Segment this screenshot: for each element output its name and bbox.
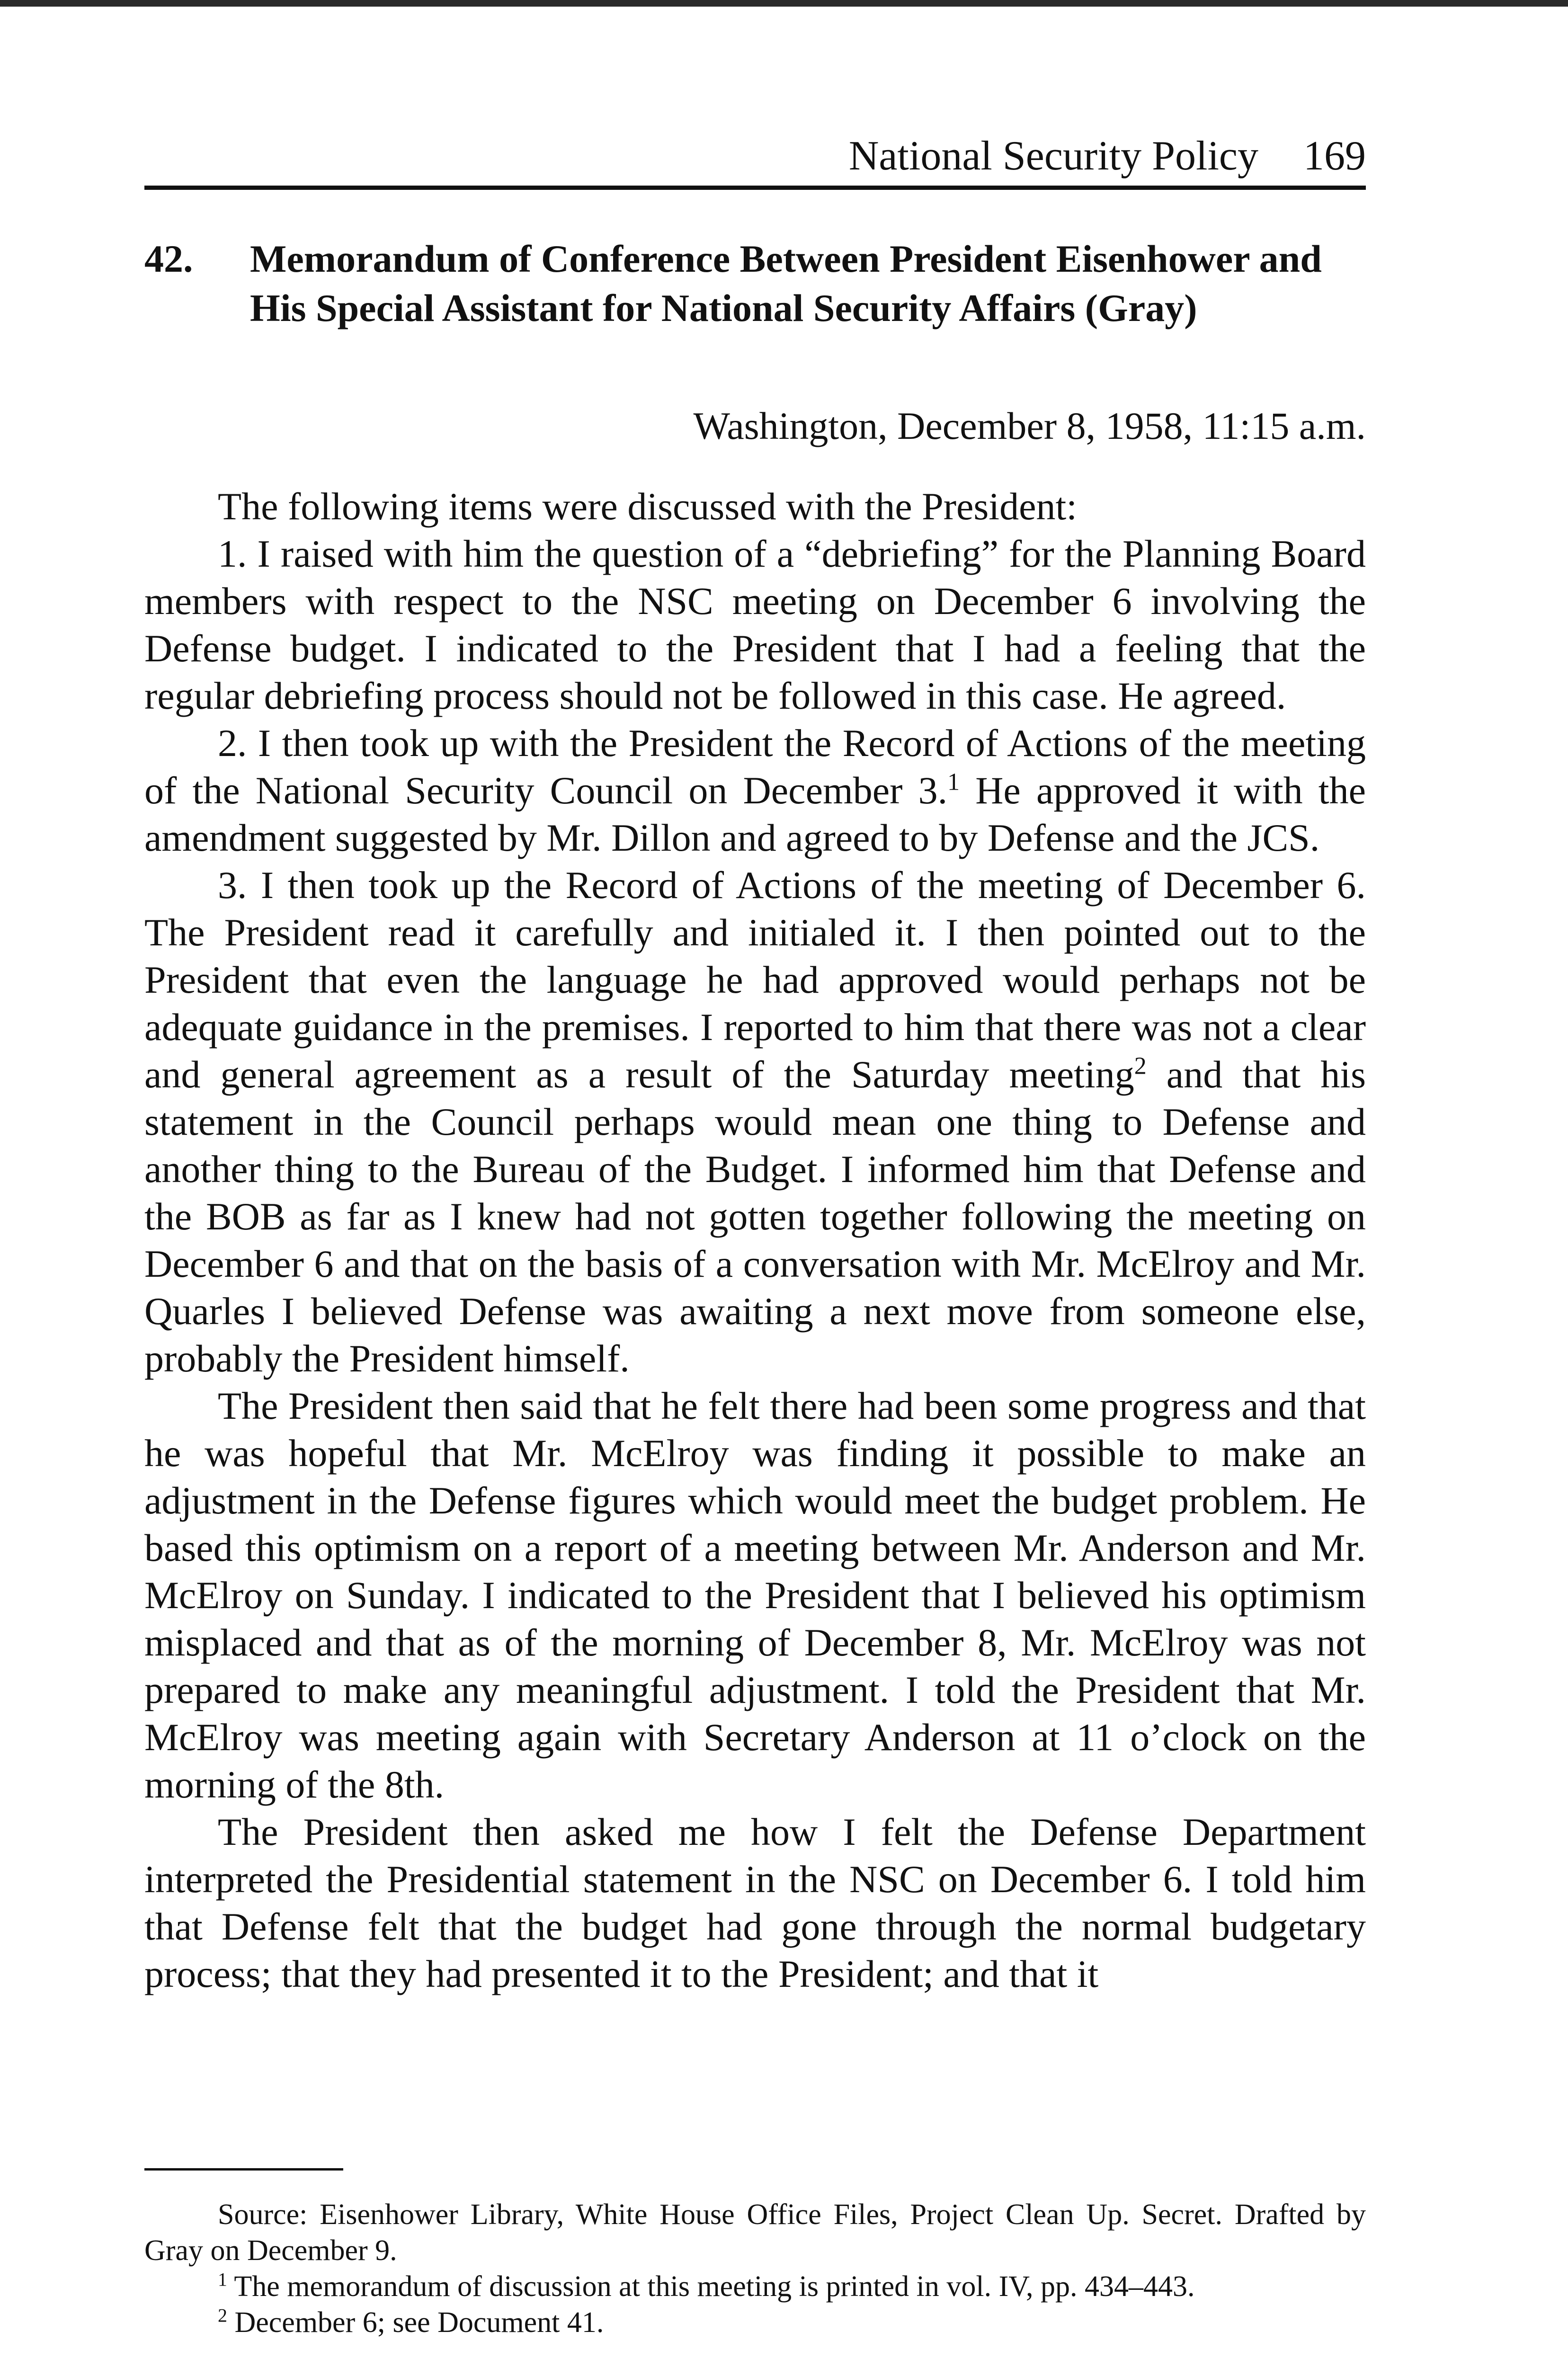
dateline: Washington, December 8, 1958, 11:15 a.m.	[693, 404, 1366, 447]
paragraph-5: The President then said that he felt there had been some progress and that he was hopeful that Mr. McElroy was finding it possible to make an adjustment in the Defense figures which would meet the budget problem. He based this optimism on a report of a meeting between Mr. Anderson and Mr. McElroy on Sunday. I indicated to the President that I believed his optimism misplaced and that as of the morning of December 8, Mr. McElroy was not prepared to make any meaningful adjustment. I told the President that Mr. McElroy was meeting again with Secretary Anderson at 11 o’clock on the morning of the 8th.	[144, 1384, 1366, 1806]
running-head-title: National Security Policy	[848, 133, 1258, 179]
footnote-rule	[144, 2168, 343, 2171]
paragraph-item-3-text-a: 3. I then took up the Record of Actions of the meeting of December 6. The President read it carefully and initialed it. I then pointed out to the President that even the language he had approved would perhaps not be adequate guidance in the premises. I reported to him that there was not a clear and general agreement as a result of the Saturday meeting	[144, 863, 1366, 1096]
document-number: 42.	[144, 237, 193, 280]
footnote-2	[144, 2305, 1366, 2340]
footnote-2-marker: 2	[218, 2305, 227, 2326]
memorandum-body	[144, 483, 1366, 1998]
document-title: Memorandum of Conference Between President Eisenhower and His Special Assistant for National Security Affairs (Gray)	[250, 237, 1322, 329]
paragraph-6: The President then asked me how I felt the Defense Department interpreted the Presidential statement in the NSC on December 6. I told him that Defense felt that the budget had gone through the normal budgetary process; that they had presented it to the President; and that it	[144, 1810, 1366, 1995]
paragraph-item-2-text-a: 2. I then took up with the President the Record of Actions of the meeting of the National Security Council on December 3.	[144, 721, 1366, 812]
header-rule	[144, 186, 1366, 190]
paragraph-item-1: 1. I raised with him the question of a “debriefing” for the Planning Board members with respect to the NSC meeting on December 6 involving the Defense budget. I indicated to the President that I had a feeling that the regular debriefing process should not be followed in this case. He agreed.	[144, 532, 1366, 717]
page-number: 169	[1303, 133, 1366, 179]
paragraph-item-2	[144, 720, 1366, 862]
footnote-1-text: The memorandum of discussion at this meeting is printed in vol. IV, pp. 434–443.	[227, 2270, 1195, 2303]
footnote-source: Source: Eisenhower Library, White House Office Files, Project Clean Up. Secret. Drafted by Gray on December 9.	[144, 2198, 1366, 2267]
footnote-1-marker: 1	[218, 2269, 227, 2290]
page-top-edge	[0, 0, 1568, 7]
footnotes	[144, 2197, 1366, 2340]
footnote-ref-1: 1	[947, 768, 960, 796]
footnote-2-text: December 6; see Document 41.	[227, 2306, 604, 2339]
document-heading	[144, 234, 1366, 333]
paragraph-item-3	[144, 862, 1366, 1382]
running-head	[144, 128, 1366, 185]
footnote-1	[144, 2269, 1366, 2305]
footnote-ref-2: 2	[1134, 1052, 1147, 1080]
paragraph-item-2-text-b: He approved it with the amendment suggested by Mr. Dillon and agreed to by Defense and the JCS.	[144, 769, 1366, 859]
paragraph-intro: The following items were discussed with the President:	[218, 485, 1078, 528]
paragraph-item-3-text-b: and that his statement in the Council perhaps would mean one thing to Defense and another thing to the Bureau of the Budget. I informed him that Defense and the BOB as far as I knew had not gotten together following the meeting on December 6 and that on the basis of a conversation with Mr. McElroy and Mr. Quarles I believed Defense was awaiting a next move from someone else, probably the President himself.	[144, 1053, 1366, 1380]
